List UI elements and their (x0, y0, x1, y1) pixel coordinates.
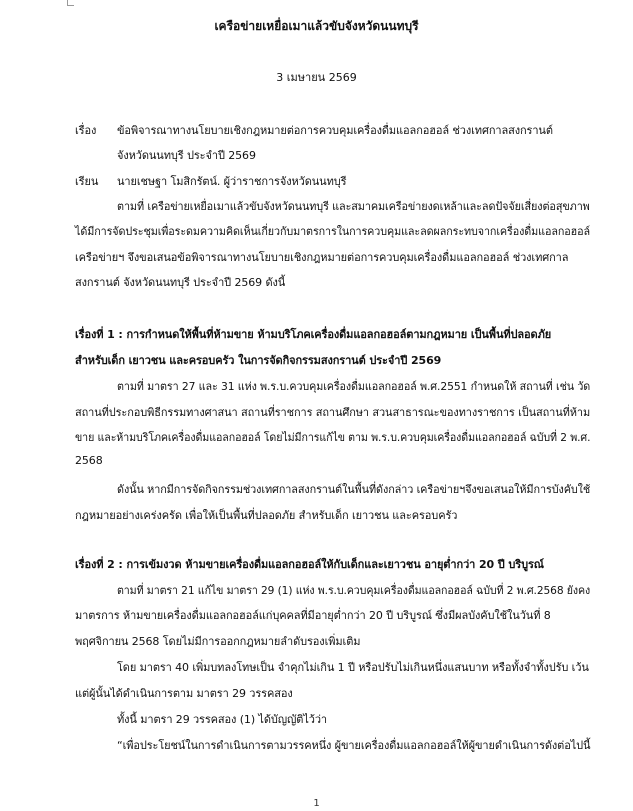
subject-label: เรื่อง (75, 124, 97, 137)
topic-2-heading: เรื่องที่ 2 : การเข้มงวด ห้ามขายเครื่องดื่มแอลกอฮอล์ให้กับเด็กและเยาวชน อายุต่ำกว่า 20 ปี บริบูรณ์ (75, 558, 544, 571)
to-label: เรียน (75, 175, 99, 188)
topic-1-p1-line-2: สถานที่ประกอบพิธีกรรมทางศาสนา สถานที่ราชการ สถานศึกษา สวนสาธารณะของทางราชการ เป็นสถานที่ห้าม (75, 406, 591, 419)
topic-2-p1-line-1: ตามที่ มาตรา 21 แก้ไข มาตรา 29 (1) แห่ง พ.ร.บ.ควบคุมเครื่องดื่มแอลกอฮอล์ ฉบับที่ 2 พ.ศ.2568 ยังคง (117, 584, 591, 597)
topic-1-heading-line-1: เรื่องที่ 1 : การกำหนดให้พื้นที่ห้ามขาย ห้ามบริโภคเครื่องดื่มแอลกอฮอล์ตามกฎหมาย เป็นพื้นที่ปลอดภัย (75, 328, 552, 341)
topic-1-heading-line-2: สำหรับเด็ก เยาวชน และครอบครัว ในการจัดกิจกรรมสงกรานต์ ประจำปี 2569 (75, 354, 442, 367)
intro-line-2: ได้มีการจัดประชุมเพื่อระดมความคิดเห็นเกี่ยวกับมาตรการในการควบคุมและลดผลกระทบจากเครื่องดื่มแอลกอฮอล์ (75, 225, 590, 238)
topic-1-p1-line-1: ตามที่ มาตรา 27 และ 31 แห่ง พ.ร.บ.ควบคุมเครื่องดื่มแอลกอฮอล์ พ.ศ.2551 กำหนดให้ สถานที่ เช่น วัด (117, 380, 591, 393)
document-date: 3 เมษายน 2569 (276, 71, 357, 84)
subject-line-2: จังหวัดนนทบุรี ประจำปี 2569 (117, 149, 256, 162)
to-text: นายเชษฐา โมสิกรัตน์. ผู้ว่าราชการจังหวัดนนทบุรี (117, 175, 347, 188)
document-title: เครือข่ายเหยื่อเมาแล้วขับจังหวัดนนทบุรี (214, 19, 419, 33)
intro-line-4: สงกรานต์ จังหวัดนนทบุรี ประจำปี 2569 ดังนี้ (75, 276, 286, 289)
intro-line-3: เครือข่ายฯ จึงขอเสนอข้อพิจารณาทางนโยบายเชิงกฎหมายต่อการควบคุมเครื่องดื่มแอลกอฮอล์ ช่วงเทศกาล (75, 251, 569, 264)
page-number: 1 (313, 798, 320, 809)
page-corner-mark (67, 0, 74, 6)
subject-line-1: ข้อพิจารณาทางนโยบายเชิงกฎหมายต่อการควบคุมเครื่องดื่มแอลกอฮอล์ ช่วงเทศกาลสงกรานต์ (117, 124, 553, 137)
intro-line-1: ตามที่ เครือข่ายเหยื่อเมาแล้วขับจังหวัดนนทบุรี และสมาคมเครือข่ายงดเหล้าและลดปัจจัยเสี่ยงต่อสุขภาพ (117, 200, 590, 213)
topic-1-p1-line-4: 2568 (75, 454, 103, 467)
topic-2-p4: “เพื่อประโยชน์ในการดำเนินการตามวรรคหนึ่ง ผู้ขายเครื่องดื่มแอลกอฮอล์ให้ผู้ขายดำเนินการดังต่อไปนี้ (117, 739, 591, 752)
topic-2-p2-line-1: โดย มาตรา 40 เพิ่มบทลงโทษเป็น จำคุกไม่เกิน 1 ปี หรือปรับไม่เกินหนึ่งแสนบาท หรือทั้งจำทั้งปรับ เว้น (117, 661, 589, 674)
topic-1-p1-line-3: ขาย และห้ามบริโภคเครื่องดื่มแอลกอฮอล์ โดยไม่มีการแก้ไข ตาม พ.ร.บ.ควบคุมเครื่องดื่มแอลกอฮอล์ ฉบับที่ 2 พ.ศ. (75, 431, 591, 444)
topic-1-p2-line-2: กฎหมายอย่างเคร่งครัด เพื่อให้เป็นพื้นที่ปลอดภัย สำหรับเด็ก เยาวชน และครอบครัว (75, 509, 458, 522)
topic-1-p2-line-1: ดังนั้น หากมีการจัดกิจกรรมช่วงเทศกาลสงกรานต์ในพื้นที่ดังกล่าว เครือข่ายฯจึงขอเสนอให้มีการบังคับใช้ (117, 483, 591, 496)
topic-2-p2-line-2: แต่ผู้นั้นได้ดำเนินการตาม มาตรา 29 วรรคสอง (75, 687, 293, 700)
topic-2-p1-line-3: พฤศจิกายน 2568 โดยไม่มีการออกกฎหมายลำดับรองเพิ่มเติม (75, 635, 361, 648)
topic-2-p3: ทั้งนี้ มาตรา 29 วรรคสอง (1) ได้บัญญัติไว้ว่า (117, 713, 328, 726)
topic-2-p1-line-2: มาตรการ ห้ามขายเครื่องดื่มแอลกอฮอล์แก่บุคคลที่มีอายุต่ำกว่า 20 ปี บริบูรณ์ ซึ่งมีผลบังคับใช้ในวันที่ 8 (75, 609, 551, 622)
